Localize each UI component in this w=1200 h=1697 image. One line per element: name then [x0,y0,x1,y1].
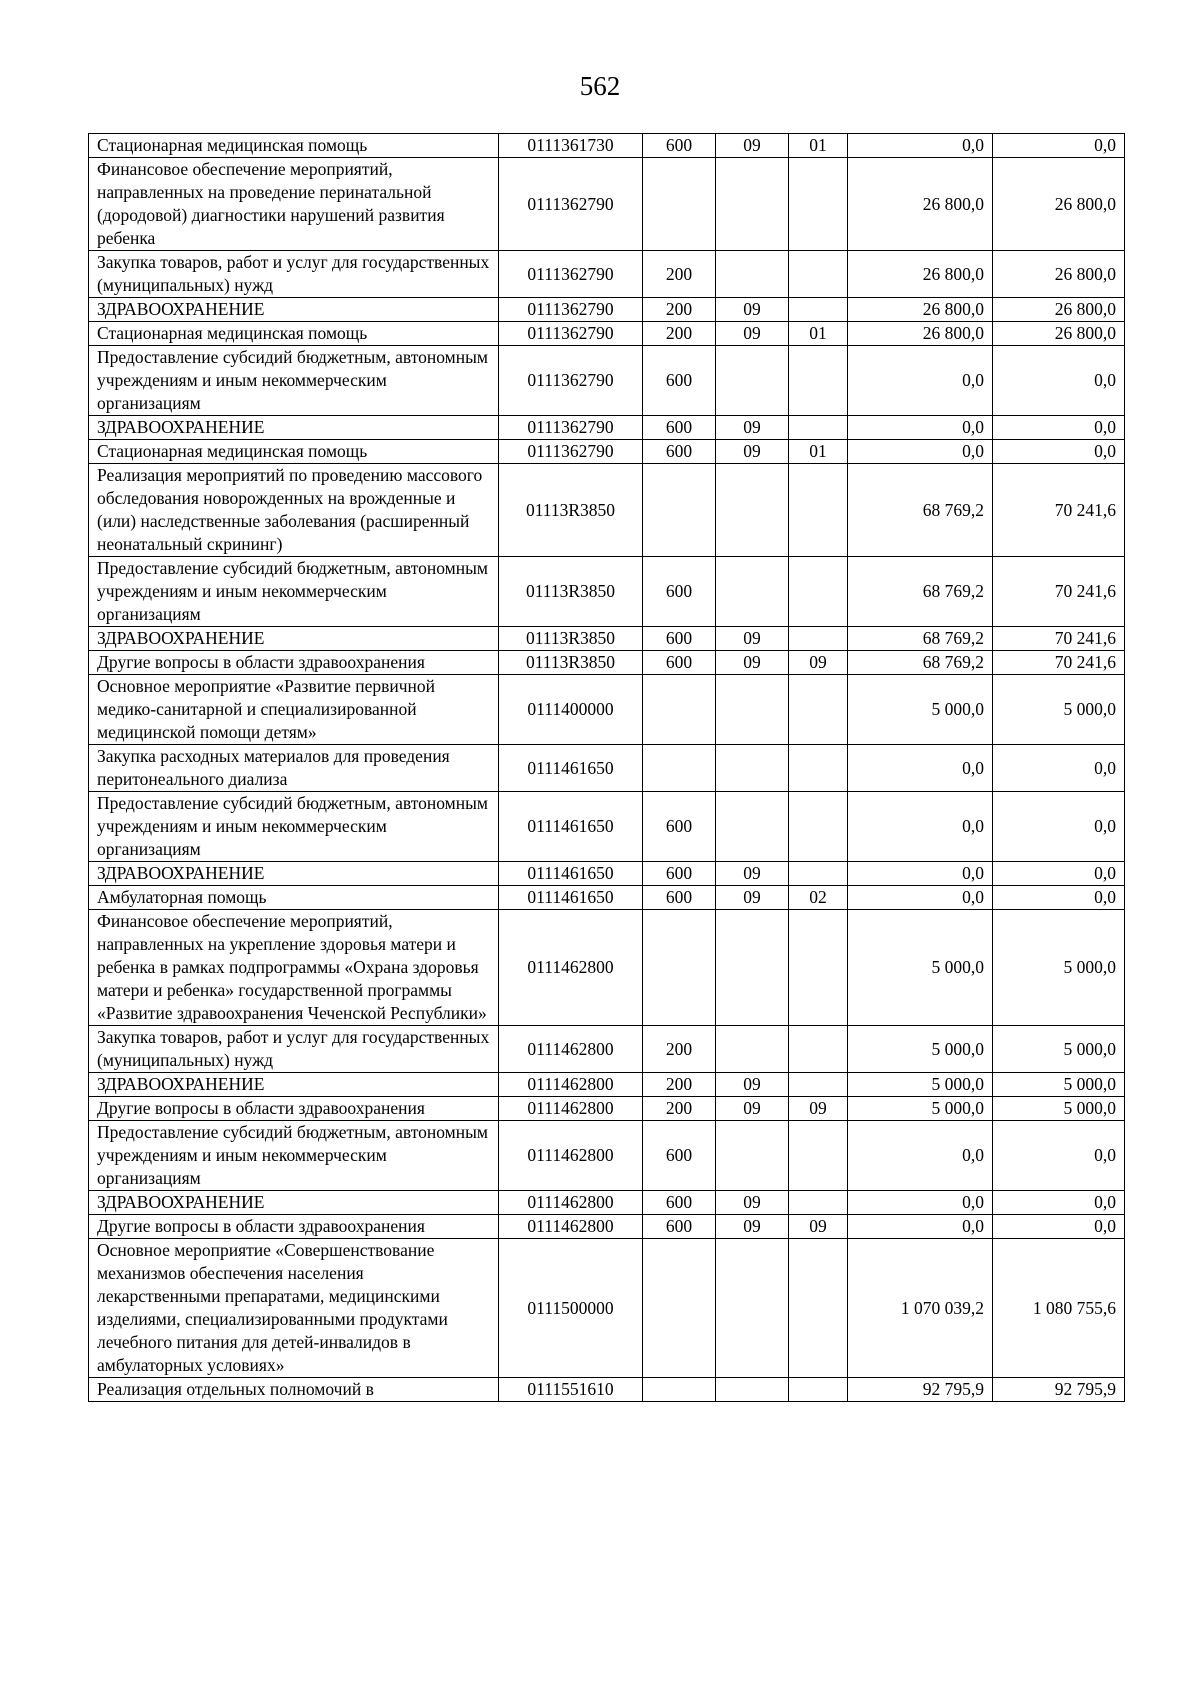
row-amount-year1-cell: 0,0 [848,745,993,792]
row-section-cell: 09 [716,440,789,464]
row-section-cell: 09 [716,1191,789,1215]
row-subsection-cell [789,1239,848,1378]
row-amount-year1-cell: 5 000,0 [848,1097,993,1121]
row-section-cell [716,346,789,416]
row-code-cell: 0111462800 [499,1026,643,1073]
row-subsection-cell [789,910,848,1026]
row-section-cell [716,1239,789,1378]
row-subsection-cell [789,745,848,792]
row-expense-type-cell [643,1239,716,1378]
row-amount-year1-cell: 68 769,2 [848,464,993,557]
row-subsection-cell [789,675,848,745]
row-subsection-cell [789,1026,848,1073]
row-amount-year2-cell: 70 241,6 [993,464,1125,557]
row-amount-year1-cell: 68 769,2 [848,651,993,675]
row-subsection-cell [789,1121,848,1191]
row-subsection-cell [789,1378,848,1402]
row-subsection-cell: 01 [789,322,848,346]
row-name-cell: Стационарная медицинская помощь [89,440,499,464]
table-row [89,1239,1125,1378]
table-row [89,675,1125,745]
row-expense-type-cell: 600 [643,627,716,651]
table-row [89,416,1125,440]
row-expense-type-cell: 200 [643,298,716,322]
row-amount-year1-cell: 0,0 [848,886,993,910]
budget-table [88,133,1125,1402]
row-amount-year2-cell: 0,0 [993,440,1125,464]
table-row [89,1026,1125,1073]
row-name-cell: ЗДРАВООХРАНЕНИЕ [89,1073,499,1097]
row-name-cell: Финансовое обеспечение мероприятий, направленных на проведение перинатальной (дородовой) диагностики нарушений развития ребенка [89,158,499,251]
row-code-cell: 0111362790 [499,322,643,346]
row-code-cell: 0111362790 [499,251,643,298]
row-section-cell [716,557,789,627]
row-expense-type-cell: 600 [643,1191,716,1215]
row-code-cell: 0111362790 [499,158,643,251]
row-subsection-cell [789,862,848,886]
row-amount-year2-cell: 26 800,0 [993,298,1125,322]
row-expense-type-cell: 600 [643,886,716,910]
row-code-cell: 0111461650 [499,745,643,792]
row-code-cell: 0111462800 [499,1073,643,1097]
row-name-cell: Стационарная медицинская помощь [89,322,499,346]
row-subsection-cell [789,1191,848,1215]
row-section-cell: 09 [716,134,789,158]
table-row [89,464,1125,557]
row-section-cell [716,675,789,745]
row-expense-type-cell: 600 [643,346,716,416]
row-expense-type-cell [643,158,716,251]
row-amount-year1-cell: 0,0 [848,1121,993,1191]
table-row [89,1073,1125,1097]
row-expense-type-cell: 200 [643,322,716,346]
row-amount-year1-cell: 5 000,0 [848,675,993,745]
table-row [89,134,1125,158]
row-code-cell: 0111551610 [499,1378,643,1402]
row-code-cell: 0111361730 [499,134,643,158]
row-expense-type-cell: 600 [643,862,716,886]
row-section-cell [716,158,789,251]
row-name-cell: Другие вопросы в области здравоохранения [89,1215,499,1239]
table-row [89,627,1125,651]
table-row [89,251,1125,298]
row-amount-year2-cell: 0,0 [993,416,1125,440]
row-section-cell [716,1026,789,1073]
row-amount-year1-cell: 1 070 039,2 [848,1239,993,1378]
row-expense-type-cell [643,464,716,557]
row-amount-year1-cell: 0,0 [848,346,993,416]
row-code-cell: 0111462800 [499,1215,643,1239]
row-code-cell: 0111461650 [499,792,643,862]
row-expense-type-cell: 600 [643,1121,716,1191]
row-amount-year2-cell: 0,0 [993,1121,1125,1191]
row-amount-year2-cell: 5 000,0 [993,1097,1125,1121]
row-name-cell: Другие вопросы в области здравоохранения [89,1097,499,1121]
row-expense-type-cell [643,675,716,745]
row-code-cell: 01113R3850 [499,557,643,627]
table-row [89,322,1125,346]
row-expense-type-cell: 200 [643,1026,716,1073]
row-subsection-cell [789,251,848,298]
row-name-cell: Предоставление субсидий бюджетным, автономным учреждениям и иным некоммерческим организациям [89,792,499,862]
row-amount-year1-cell: 5 000,0 [848,910,993,1026]
row-name-cell: ЗДРАВООХРАНЕНИЕ [89,298,499,322]
table-row [89,1097,1125,1121]
row-section-cell [716,910,789,1026]
row-amount-year1-cell: 68 769,2 [848,557,993,627]
table-row [89,1378,1125,1402]
row-name-cell: Реализация отдельных полномочий в [89,1378,499,1402]
row-name-cell: ЗДРАВООХРАНЕНИЕ [89,1191,499,1215]
row-section-cell: 09 [716,862,789,886]
row-subsection-cell [789,298,848,322]
row-section-cell: 09 [716,416,789,440]
table-row [89,346,1125,416]
table-row [89,651,1125,675]
row-expense-type-cell: 600 [643,792,716,862]
row-amount-year1-cell: 5 000,0 [848,1073,993,1097]
row-amount-year2-cell: 26 800,0 [993,251,1125,298]
row-expense-type-cell: 600 [643,1215,716,1239]
table-row [89,1215,1125,1239]
row-amount-year1-cell: 26 800,0 [848,322,993,346]
row-amount-year2-cell: 5 000,0 [993,675,1125,745]
row-code-cell: 0111362790 [499,440,643,464]
row-subsection-cell [789,464,848,557]
table-row [89,1191,1125,1215]
row-expense-type-cell: 600 [643,440,716,464]
row-code-cell: 0111461650 [499,862,643,886]
table-row [89,745,1125,792]
row-name-cell: Основное мероприятие «Развитие первичной медико-санитарной и специализированной медицинской помощи детям» [89,675,499,745]
row-section-cell [716,1121,789,1191]
row-amount-year2-cell: 5 000,0 [993,1026,1125,1073]
table-row [89,298,1125,322]
row-name-cell: ЗДРАВООХРАНЕНИЕ [89,862,499,886]
row-amount-year1-cell: 0,0 [848,440,993,464]
table-row [89,862,1125,886]
row-amount-year1-cell: 26 800,0 [848,251,993,298]
row-section-cell: 09 [716,651,789,675]
row-name-cell: Другие вопросы в области здравоохранения [89,651,499,675]
row-subsection-cell: 01 [789,440,848,464]
row-amount-year2-cell: 0,0 [993,1215,1125,1239]
row-code-cell: 0111362790 [499,346,643,416]
row-expense-type-cell: 200 [643,1073,716,1097]
table-row [89,440,1125,464]
row-code-cell: 0111461650 [499,886,643,910]
budget-table-body [89,134,1125,1402]
table-row [89,1121,1125,1191]
row-amount-year2-cell: 92 795,9 [993,1378,1125,1402]
row-amount-year1-cell: 68 769,2 [848,627,993,651]
row-code-cell: 01113R3850 [499,651,643,675]
row-section-cell: 09 [716,1097,789,1121]
row-expense-type-cell: 200 [643,251,716,298]
row-amount-year2-cell: 5 000,0 [993,910,1125,1026]
row-subsection-cell [789,792,848,862]
row-expense-type-cell: 600 [643,134,716,158]
row-code-cell: 01113R3850 [499,464,643,557]
row-section-cell [716,251,789,298]
row-amount-year1-cell: 26 800,0 [848,158,993,251]
row-amount-year1-cell: 0,0 [848,792,993,862]
row-amount-year2-cell: 0,0 [993,792,1125,862]
row-amount-year1-cell: 5 000,0 [848,1026,993,1073]
row-name-cell: Основное мероприятие «Совершенствование механизмов обеспечения населения лекарственными препаратами, медицинскими изделиями, специализированными продуктами лечебного питания для детей-инвалидов в амбулаторных условиях» [89,1239,499,1378]
row-section-cell: 09 [716,322,789,346]
row-section-cell [716,1378,789,1402]
row-subsection-cell: 09 [789,651,848,675]
row-amount-year1-cell: 0,0 [848,134,993,158]
row-name-cell: Закупка товаров, работ и услуг для государственных (муниципальных) нужд [89,251,499,298]
row-section-cell: 09 [716,627,789,651]
row-subsection-cell [789,346,848,416]
row-subsection-cell [789,557,848,627]
row-amount-year2-cell: 0,0 [993,862,1125,886]
row-subsection-cell: 09 [789,1097,848,1121]
row-amount-year2-cell: 5 000,0 [993,1073,1125,1097]
row-expense-type-cell: 600 [643,416,716,440]
row-code-cell: 01113R3850 [499,627,643,651]
table-row [89,557,1125,627]
row-name-cell: Предоставление субсидий бюджетным, автономным учреждениям и иным некоммерческим организациям [89,1121,499,1191]
row-code-cell: 0111462800 [499,1191,643,1215]
row-amount-year2-cell: 70 241,6 [993,651,1125,675]
row-code-cell: 0111400000 [499,675,643,745]
row-expense-type-cell: 600 [643,557,716,627]
row-subsection-cell [789,416,848,440]
row-section-cell [716,464,789,557]
row-name-cell: Закупка товаров, работ и услуг для государственных (муниципальных) нужд [89,1026,499,1073]
page-number: 562 [579,71,621,101]
row-subsection-cell [789,1073,848,1097]
row-name-cell: Предоставление субсидий бюджетным, автономным учреждениям и иным некоммерческим организациям [89,557,499,627]
table-row [89,886,1125,910]
row-name-cell: ЗДРАВООХРАНЕНИЕ [89,627,499,651]
row-expense-type-cell [643,745,716,792]
row-expense-type-cell [643,910,716,1026]
row-code-cell: 0111362790 [499,298,643,322]
row-section-cell [716,792,789,862]
row-amount-year2-cell: 70 241,6 [993,627,1125,651]
row-amount-year2-cell: 26 800,0 [993,158,1125,251]
row-amount-year2-cell: 0,0 [993,1191,1125,1215]
row-subsection-cell: 02 [789,886,848,910]
row-subsection-cell: 01 [789,134,848,158]
row-section-cell [716,745,789,792]
table-row [89,792,1125,862]
row-amount-year1-cell: 0,0 [848,416,993,440]
row-amount-year1-cell: 0,0 [848,1215,993,1239]
row-expense-type-cell: 200 [643,1097,716,1121]
row-amount-year2-cell: 26 800,0 [993,322,1125,346]
row-section-cell: 09 [716,1215,789,1239]
row-subsection-cell [789,627,848,651]
row-code-cell: 0111462800 [499,910,643,1026]
row-amount-year1-cell: 0,0 [848,862,993,886]
row-name-cell: Предоставление субсидий бюджетным, автономным учреждениям и иным некоммерческим организациям [89,346,499,416]
row-name-cell: ЗДРАВООХРАНЕНИЕ [89,416,499,440]
row-code-cell: 0111362790 [499,416,643,440]
row-amount-year2-cell: 0,0 [993,346,1125,416]
row-amount-year2-cell: 0,0 [993,745,1125,792]
row-expense-type-cell [643,1378,716,1402]
row-code-cell: 0111500000 [499,1239,643,1378]
row-amount-year2-cell: 70 241,6 [993,557,1125,627]
row-code-cell: 0111462800 [499,1097,643,1121]
row-name-cell: Реализация мероприятий по проведению массового обследования новорожденных на врожденные и (или) наследственные заболевания (расширенный неонатальный скрининг) [89,464,499,557]
row-name-cell: Финансовое обеспечение мероприятий, направленных на укрепление здоровья матери и ребенка в рамках подпрограммы «Охрана здоровья матери и ребенка» государственной программы «Развитие здравоохранения Чеченской Республики» [89,910,499,1026]
row-name-cell: Закупка расходных материалов для проведения перитонеального диализа [89,745,499,792]
row-amount-year1-cell: 92 795,9 [848,1378,993,1402]
row-amount-year2-cell: 0,0 [993,886,1125,910]
row-section-cell: 09 [716,298,789,322]
row-amount-year2-cell: 1 080 755,6 [993,1239,1125,1378]
row-section-cell: 09 [716,886,789,910]
row-expense-type-cell: 600 [643,651,716,675]
row-amount-year1-cell: 0,0 [848,1191,993,1215]
row-amount-year1-cell: 26 800,0 [848,298,993,322]
row-subsection-cell [789,158,848,251]
row-code-cell: 0111462800 [499,1121,643,1191]
row-name-cell: Стационарная медицинская помощь [89,134,499,158]
table-row [89,158,1125,251]
row-section-cell: 09 [716,1073,789,1097]
row-name-cell: Амбулаторная помощь [89,886,499,910]
row-subsection-cell: 09 [789,1215,848,1239]
row-amount-year2-cell: 0,0 [993,134,1125,158]
table-row [89,910,1125,1026]
